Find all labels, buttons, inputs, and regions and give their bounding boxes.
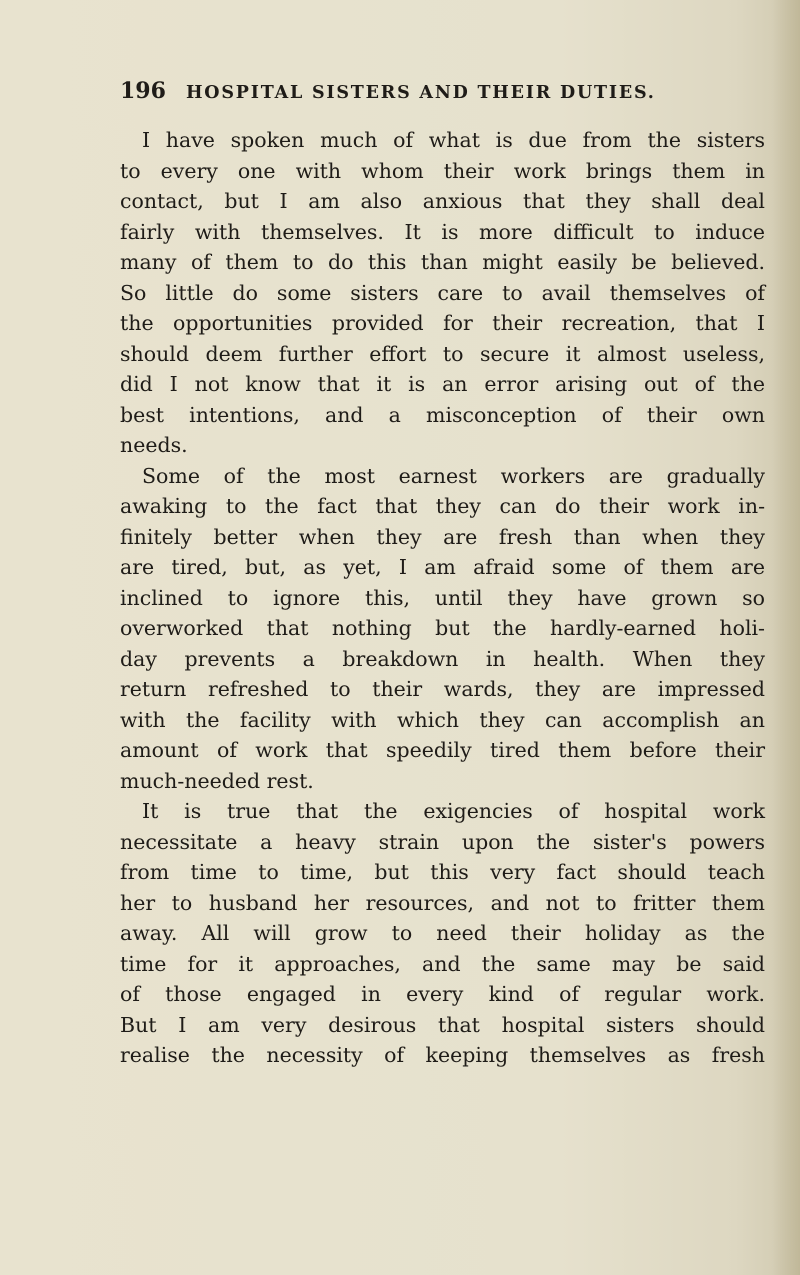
paragraph — [120, 461, 765, 797]
running-title: HOSPITAL SISTERS AND THEIR DUTIES. — [185, 83, 656, 103]
text-line: It is true that the exigencies of hospital work — [142, 799, 765, 823]
text-line: I have spoken much of what is due from the sisters — [142, 128, 765, 152]
text-line: are tired, but, as yet, I am afraid some of them are — [120, 555, 765, 579]
text-line: did I not know that it is an error arising out of the — [120, 372, 765, 396]
page-number: 196 — [120, 78, 166, 104]
text-line: realise the necessity of keeping themselves as fresh — [120, 1043, 765, 1067]
text-line: her to husband her resources, and not to fritter them — [120, 890, 765, 915]
text-line: finitely better when they are fresh than when they — [120, 524, 765, 549]
text-line: away. All will grow to need their holiday as the — [120, 921, 765, 945]
text-line: amount of work that speedily tired them before their — [120, 738, 765, 762]
text-line: return refreshed to their wards, they are impressed — [120, 677, 765, 701]
text-line: So little do some sisters care to avail themselves of — [120, 280, 765, 305]
text-line: time for it approaches, and the same may be said — [120, 951, 765, 976]
page-header — [120, 78, 740, 114]
text-line: the opportunities provided for their recreation, that I — [120, 311, 765, 335]
text-line: day prevents a breakdown in health. When they — [120, 646, 765, 671]
text-line: much-needed rest. — [120, 768, 314, 793]
text-line: inclined to ignore this, until they have grown so — [120, 585, 765, 610]
text-line: Some of the most earnest workers are gradually — [142, 463, 765, 488]
page-edge-shadow — [772, 0, 800, 1275]
paragraph — [120, 796, 765, 1071]
text-line: necessitate a heavy strain upon the sister's powers — [120, 829, 765, 854]
text-line: many of them to do this than might easily be believed. — [120, 250, 765, 274]
text-line: fairly with themselves. It is more difficult to induce — [120, 219, 765, 244]
body-text — [120, 125, 765, 1071]
text-line: to every one with whom their work brings them in — [120, 158, 765, 183]
text-line: with the facility with which they can accomplish an — [120, 707, 765, 732]
text-line: from time to time, but this very fact should teach — [120, 860, 765, 884]
text-line: awaking to the fact that they can do their work in- — [120, 494, 765, 518]
paragraph — [120, 125, 765, 461]
text-line: But I am very desirous that hospital sisters should — [120, 1012, 765, 1037]
text-line: best intentions, and a misconception of their own — [120, 402, 765, 427]
text-line: should deem further effort to secure it almost useless, — [120, 341, 765, 366]
text-line: of those engaged in every kind of regular work. — [120, 982, 765, 1006]
text-line: contact, but I am also anxious that they shall deal — [120, 189, 765, 213]
text-line: overworked that nothing but the hardly-earned holi- — [120, 616, 765, 640]
text-line: needs. — [120, 433, 188, 457]
